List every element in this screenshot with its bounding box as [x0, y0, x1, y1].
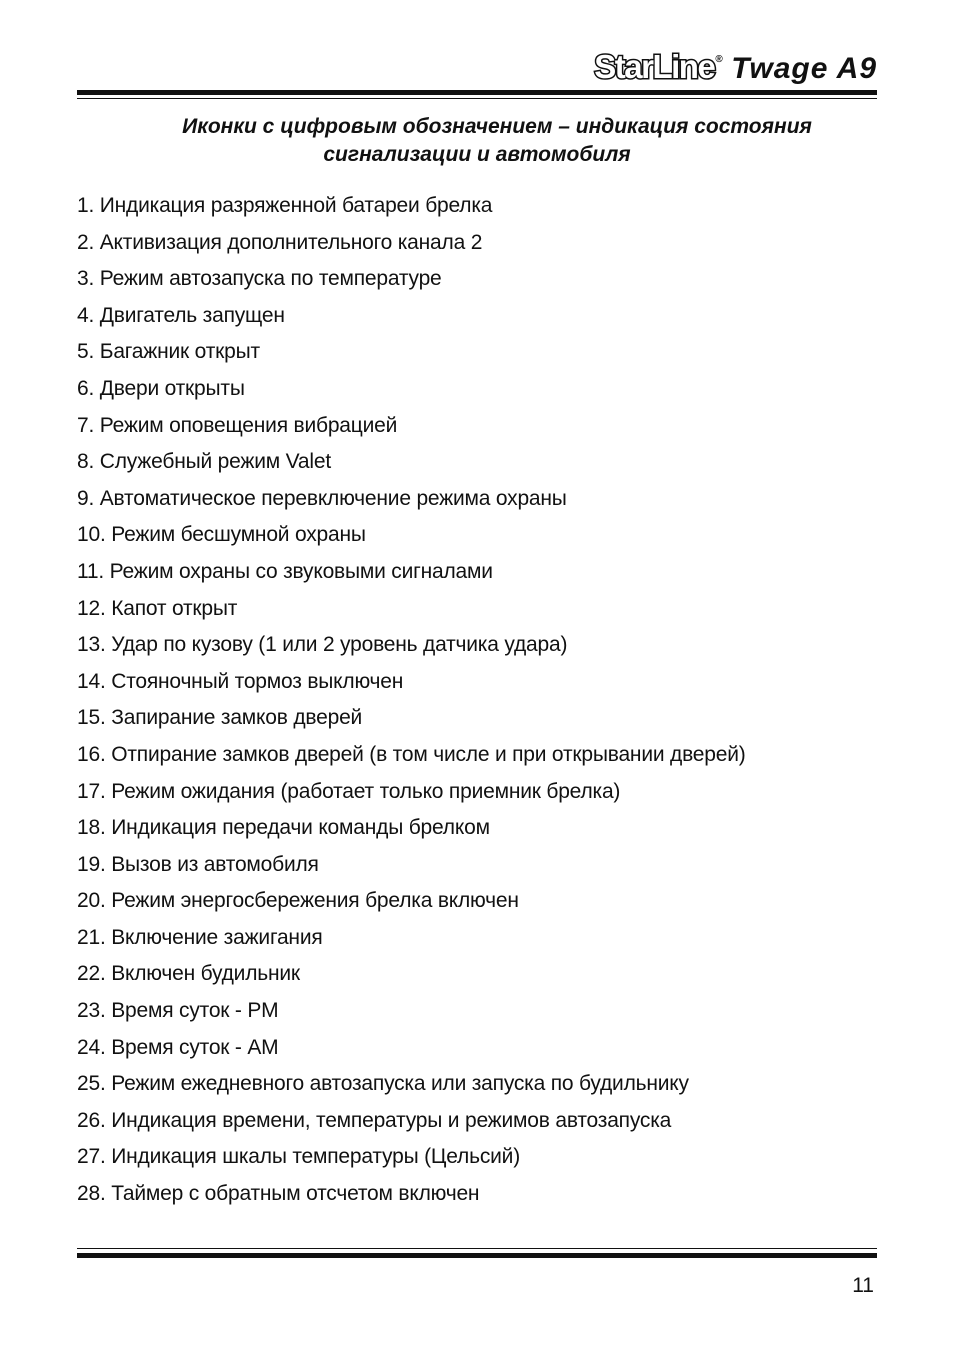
- list-item: 17. Режим ожидания (работает только приемник брелка): [77, 779, 621, 803]
- list-item: 24. Время суток - AM: [77, 1035, 279, 1059]
- section-heading: [77, 113, 877, 169]
- list-item: 20. Режим энергосбережения брелка включен: [77, 889, 519, 913]
- list-item: 25. Режим ежедневного автозапуска или запуска по будильнику: [77, 1072, 689, 1096]
- icon-legend-list: [77, 190, 746, 1215]
- list-item: 2. Активизация дополнительного канала 2: [77, 230, 483, 254]
- list-item: 10. Режим бесшумной охраны: [77, 523, 366, 547]
- list-item: 19. Вызов из автомобиля: [77, 852, 319, 876]
- list-item: 27. Индикация шкалы температуры (Цельсий): [77, 1145, 520, 1169]
- list-item: 18. Индикация передачи команды брелком: [77, 816, 490, 840]
- page-number: 11: [852, 1274, 874, 1297]
- list-item: 3. Режим автозапуска по температуре: [77, 267, 442, 291]
- registered-mark: ®: [715, 54, 722, 65]
- list-item: 11. Режим охраны со звуковыми сигналами: [77, 559, 493, 583]
- footer-rule-thick: [77, 1253, 877, 1258]
- header-rule-thick: [77, 90, 877, 95]
- list-item: 6. Двери открыты: [77, 376, 245, 400]
- list-item: 12. Капот открыт: [77, 596, 238, 620]
- list-item: 1. Индикация разряженной батареи брелка: [77, 194, 493, 217]
- list-item: 23. Время суток - PM: [77, 999, 279, 1023]
- starline-logo: [594, 48, 721, 86]
- list-item: 4. Двигатель запущен: [77, 303, 285, 327]
- list-item: 7. Режим оповещения вибрацией: [77, 413, 398, 437]
- list-item: 14. Стояночный тормоз выключен: [77, 669, 404, 693]
- list-item: 9. Автоматическое перевключение режима охраны: [77, 486, 567, 510]
- list-item: 8. Служебный режим Valet: [77, 450, 331, 474]
- list-item: 21. Включение зажигания: [77, 925, 323, 949]
- list-item: 13. Удар по кузову (1 или 2 уровень датчика удара): [77, 633, 568, 657]
- list-item: 15. Запирание замков дверей: [77, 706, 363, 730]
- page-header: [594, 48, 877, 86]
- heading-line-2: сигнализации и автомобиля: [323, 143, 631, 166]
- list-item: 16. Отпирание замков дверей (в том числе и при открывании дверей): [77, 742, 746, 766]
- footer-rule-thin: [77, 1248, 877, 1249]
- list-item: 22. Включен будильник: [77, 962, 300, 986]
- brand-name: StarLine: [594, 48, 715, 85]
- list-item: 5. Багажник открыт: [77, 340, 260, 364]
- list-item: 26. Индикация времени, температуры и режимов автозапуска: [77, 1108, 672, 1132]
- model-name: Twage A9: [731, 52, 877, 85]
- list-item: 28. Таймер с обратным отсчетом включен: [77, 1182, 480, 1206]
- header-rule-thin: [77, 98, 877, 99]
- heading-line-1: Иконки с цифровым обозначением – индикация состояния: [182, 115, 812, 138]
